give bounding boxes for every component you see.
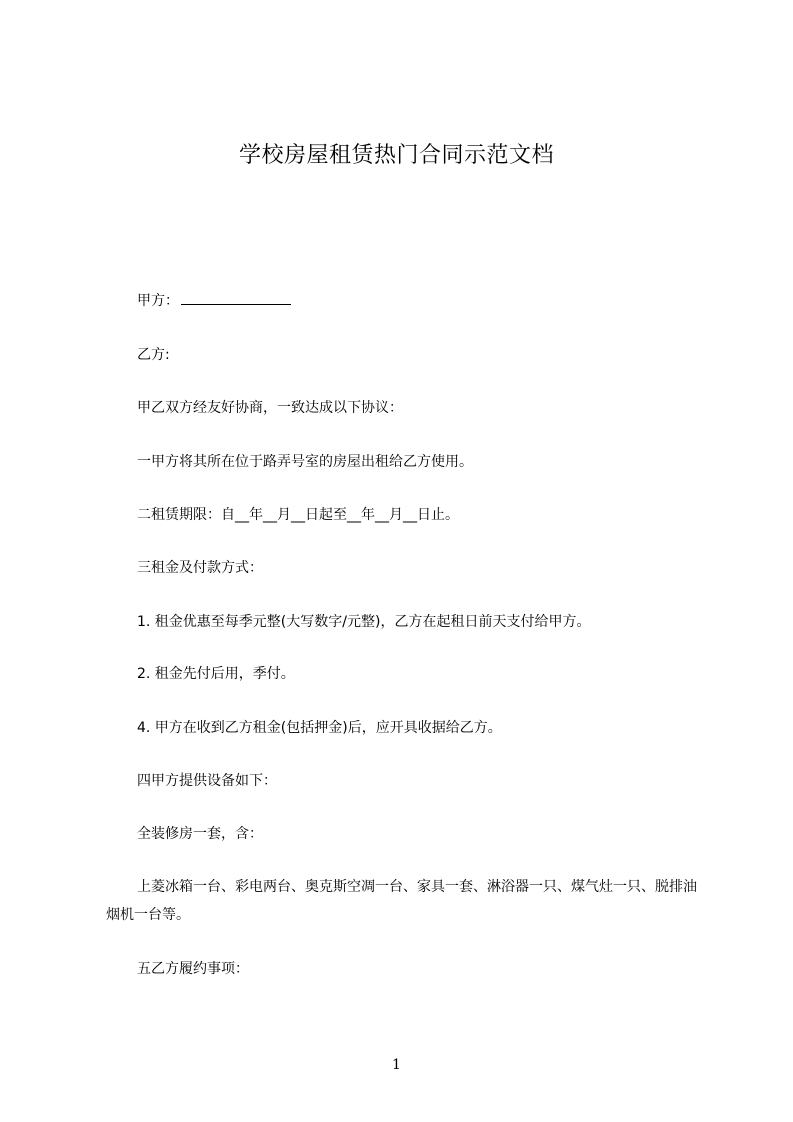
clause-3-item-4: 4. 甲方在收到乙方租金(包括押金)后，应开具收据给乙方。	[137, 720, 502, 736]
party-a-label: 甲方：	[137, 293, 179, 309]
clause-4-sub: 全装修房一套，含：	[137, 826, 263, 842]
agreement-intro: 甲乙双方经友好协商，一致达成以下协议：	[137, 400, 403, 416]
clause-1: 一甲方将其所在位于路弄号室的房屋出租给乙方使用。	[137, 454, 473, 470]
page-number: 1	[392, 1057, 401, 1073]
document-title: 学校房屋租赁热门合同示范文档	[238, 143, 554, 168]
party-a-line	[137, 290, 291, 312]
clause-4-heading: 四甲方提供设备如下：	[137, 773, 277, 789]
party-a-blank	[181, 290, 291, 305]
clause-5-heading: 五乙方履约事项：	[137, 961, 249, 977]
clause-2: 二租赁期限：自__年__月__日起至__年__月__日止。	[137, 507, 459, 523]
party-b-label: 乙方:	[137, 347, 170, 363]
clause-3-item-2: 2. 租金先付后用，季付。	[137, 666, 295, 682]
clause-4-equipment: 上菱冰箱一台、彩电两台、奥克斯空凋一台、家具一套、淋浴器一只、煤气灶一只、脱排油烟机一台等。	[106, 879, 697, 923]
clause-3-heading: 三租金及付款方式：	[137, 560, 263, 576]
clause-3-item-1: 1. 租金优惠至每季元整(大写数字/元整)，乙方在起租日前天支付给甲方。	[137, 614, 591, 630]
